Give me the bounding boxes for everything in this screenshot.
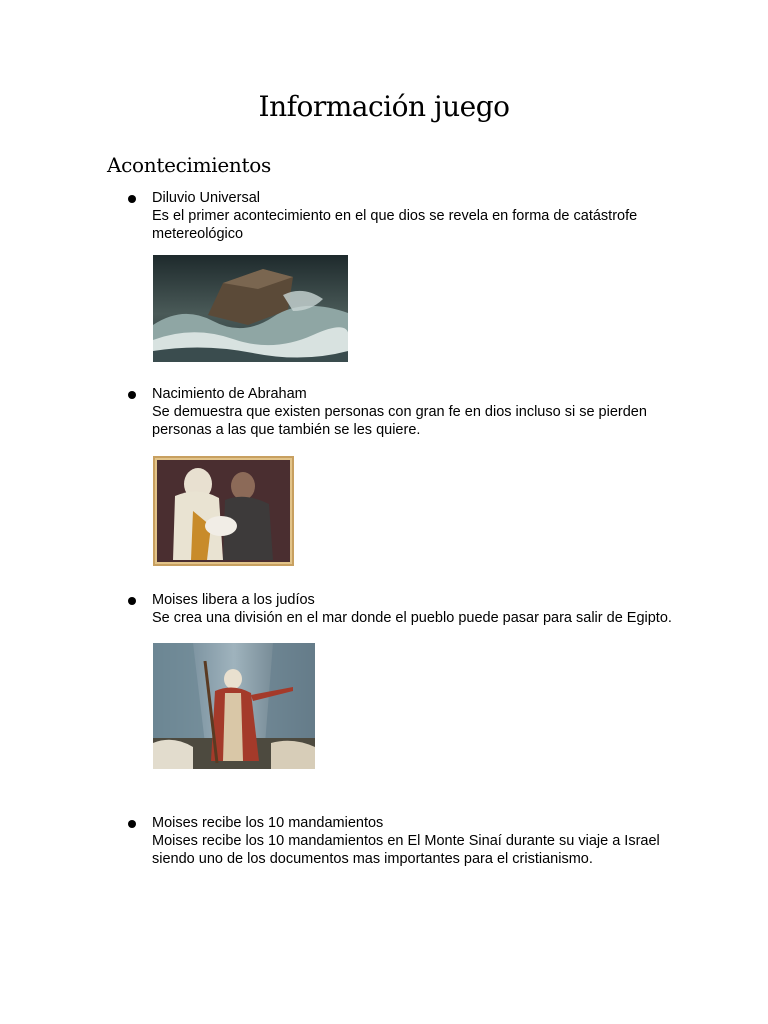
event-title: Nacimiento de Abraham: [152, 386, 307, 402]
event-description: Se demuestra que existen personas con gran fe en dios incluso si se pierden personas a las que también se les quiere.: [152, 404, 647, 438]
event-title: Diluvio Universal: [152, 190, 260, 206]
event-description: Se crea una división en el mar donde el pueblo puede pasar para salir de Egipto.: [152, 610, 672, 626]
list-item-abraham: [128, 385, 688, 566]
section-heading: Acontecimientos: [107, 153, 271, 177]
flood-ark-image: [153, 255, 348, 362]
bullet-icon: [128, 391, 136, 399]
bullet-icon: [128, 597, 136, 605]
list-item-mandamientos: [128, 814, 688, 868]
event-description: Moises recibe los 10 mandamientos en El Monte Sinaí durante su viaje a Israel siendo uno de los documentos mas importantes para el cristianismo.: [152, 833, 660, 867]
bullet-icon: [128, 820, 136, 828]
bullet-icon: [128, 195, 136, 203]
event-title: Moises libera a los judíos: [152, 592, 315, 608]
list-item-moises-libera: [128, 591, 688, 769]
list-item-diluvio: [128, 189, 688, 362]
event-title: Moises recibe los 10 mandamientos: [152, 815, 384, 831]
page-title: Información juego: [258, 90, 510, 123]
moses-parting-sea-image: [153, 643, 315, 769]
event-description: Es el primer acontecimiento en el que dios se revela en forma de catástrofe metereológico: [152, 208, 638, 242]
abraham-family-image: [153, 456, 294, 566]
